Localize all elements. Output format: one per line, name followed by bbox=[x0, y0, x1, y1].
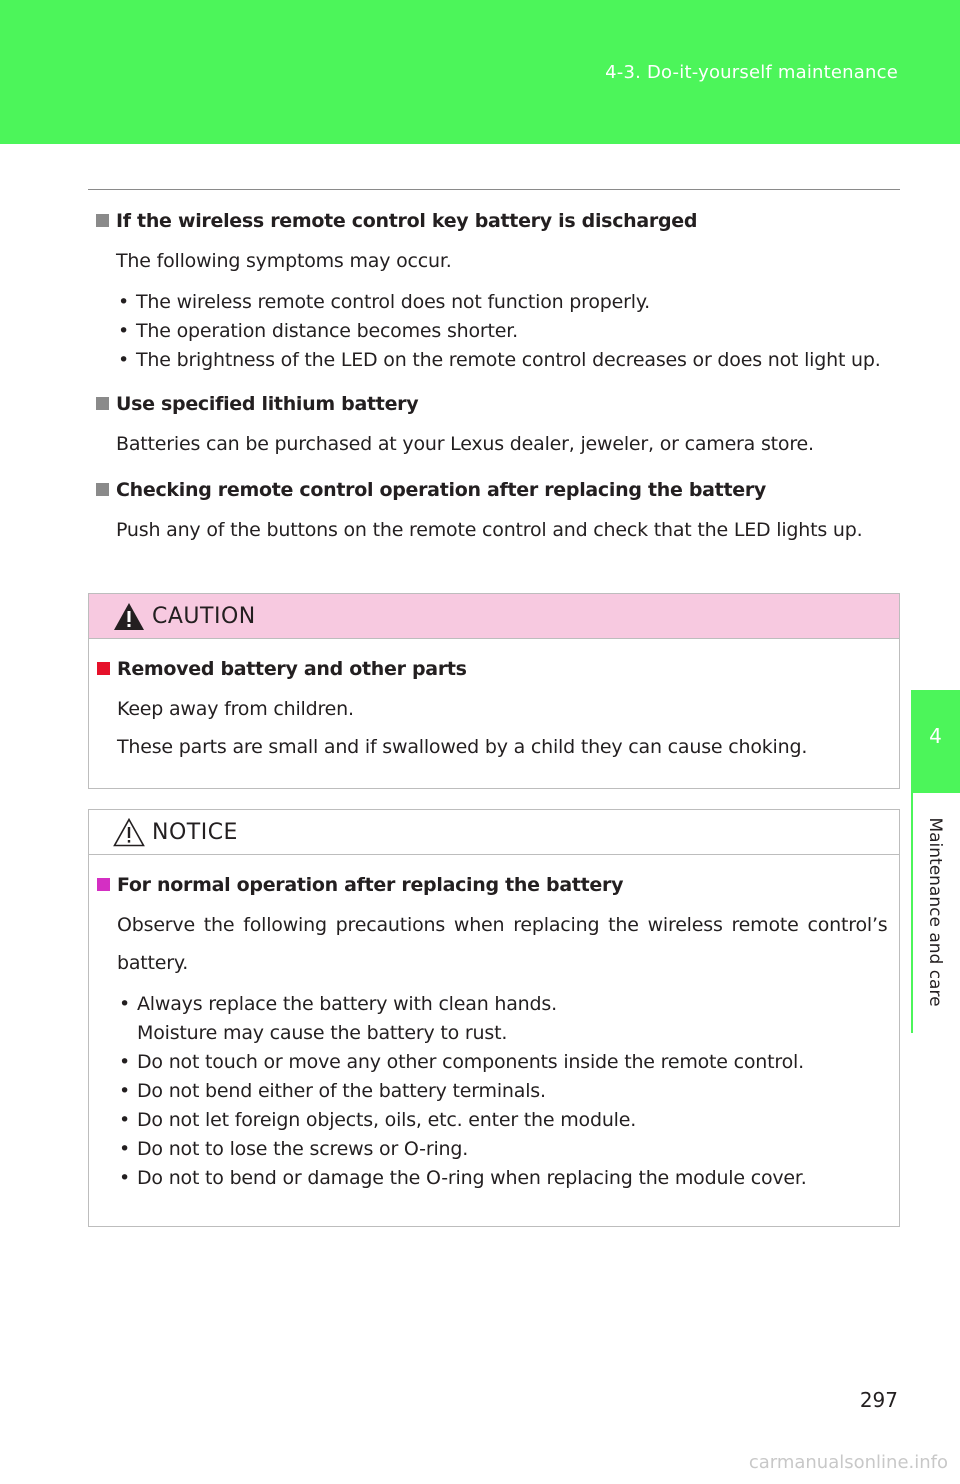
notice-heading: For normal operation after replacing the battery bbox=[97, 874, 887, 896]
square-bullet-icon bbox=[96, 483, 109, 496]
page-number: 297 bbox=[859, 1388, 898, 1412]
notice-triangle-icon bbox=[113, 818, 145, 847]
list-item: • Do not touch or move any other components inside the remote control. bbox=[119, 1051, 804, 1073]
caution-label: CAUTION bbox=[152, 604, 256, 629]
notice-paragraph-line: Observe the following precautions when replacing the wireless remote control’s bbox=[117, 914, 888, 936]
caution-heading: Removed battery and other parts bbox=[97, 658, 887, 680]
caution-line: Keep away from children. bbox=[117, 698, 354, 720]
square-bullet-icon bbox=[96, 214, 109, 227]
chapter-tab bbox=[911, 690, 960, 793]
section-body: The following symptoms may occur. bbox=[116, 250, 452, 272]
caution-header bbox=[89, 594, 899, 639]
section-heading: Checking remote control operation after replacing the battery bbox=[96, 479, 896, 501]
top-divider bbox=[88, 189, 900, 190]
list-item: • Do not bend either of the battery terminals. bbox=[119, 1080, 546, 1102]
notice-label: NOTICE bbox=[152, 820, 238, 845]
notice-header bbox=[89, 810, 899, 855]
section-body: Batteries can be purchased at your Lexus dealer, jeweler, or camera store. bbox=[116, 433, 814, 455]
caution-line: These parts are small and if swallowed by a child they can cause choking. bbox=[117, 736, 808, 758]
section-discharged bbox=[96, 210, 896, 375]
header-band bbox=[0, 0, 960, 144]
warning-triangle-icon bbox=[113, 602, 145, 631]
symptom-list bbox=[96, 288, 896, 375]
notice-box bbox=[88, 809, 900, 1227]
section-title: 4-3. Do-it-yourself maintenance bbox=[605, 62, 898, 83]
list-item: • The operation distance becomes shorter. bbox=[118, 320, 518, 342]
chapter-label: Maintenance and care bbox=[925, 817, 945, 1007]
caution-box bbox=[88, 593, 900, 789]
square-bullet-icon bbox=[97, 662, 110, 675]
list-item: • Do not let foreign objects, oils, etc. enter the module. bbox=[119, 1109, 637, 1131]
square-bullet-icon bbox=[97, 878, 110, 891]
caution-body bbox=[97, 658, 887, 766]
chapter-number: 4 bbox=[929, 724, 942, 748]
section-checking bbox=[96, 479, 896, 549]
notice-paragraph-line: battery. bbox=[117, 952, 189, 974]
list-item: • The brightness of the LED on the remote control decreases or does not light up. bbox=[118, 349, 881, 371]
precaution-list bbox=[97, 990, 887, 1193]
section-lithium bbox=[96, 393, 896, 463]
section-heading: Use specified lithium battery bbox=[96, 393, 896, 415]
list-item: • The wireless remote control does not function properly. bbox=[118, 291, 650, 313]
list-item: • Do not to lose the screws or O-ring. bbox=[119, 1138, 469, 1160]
section-body: Push any of the buttons on the remote control and check that the LED lights up. bbox=[116, 519, 863, 541]
section-heading: If the wireless remote control key battery is discharged bbox=[96, 210, 896, 232]
square-bullet-icon bbox=[96, 397, 109, 410]
list-item: • Always replace the battery with clean hands. Moisture may cause the battery to rust. bbox=[119, 993, 557, 1044]
list-item: • Do not to bend or damage the O-ring when replacing the module cover. bbox=[119, 1167, 807, 1189]
notice-body bbox=[97, 874, 887, 1193]
watermark: carmanualsonline.info bbox=[748, 1452, 948, 1473]
